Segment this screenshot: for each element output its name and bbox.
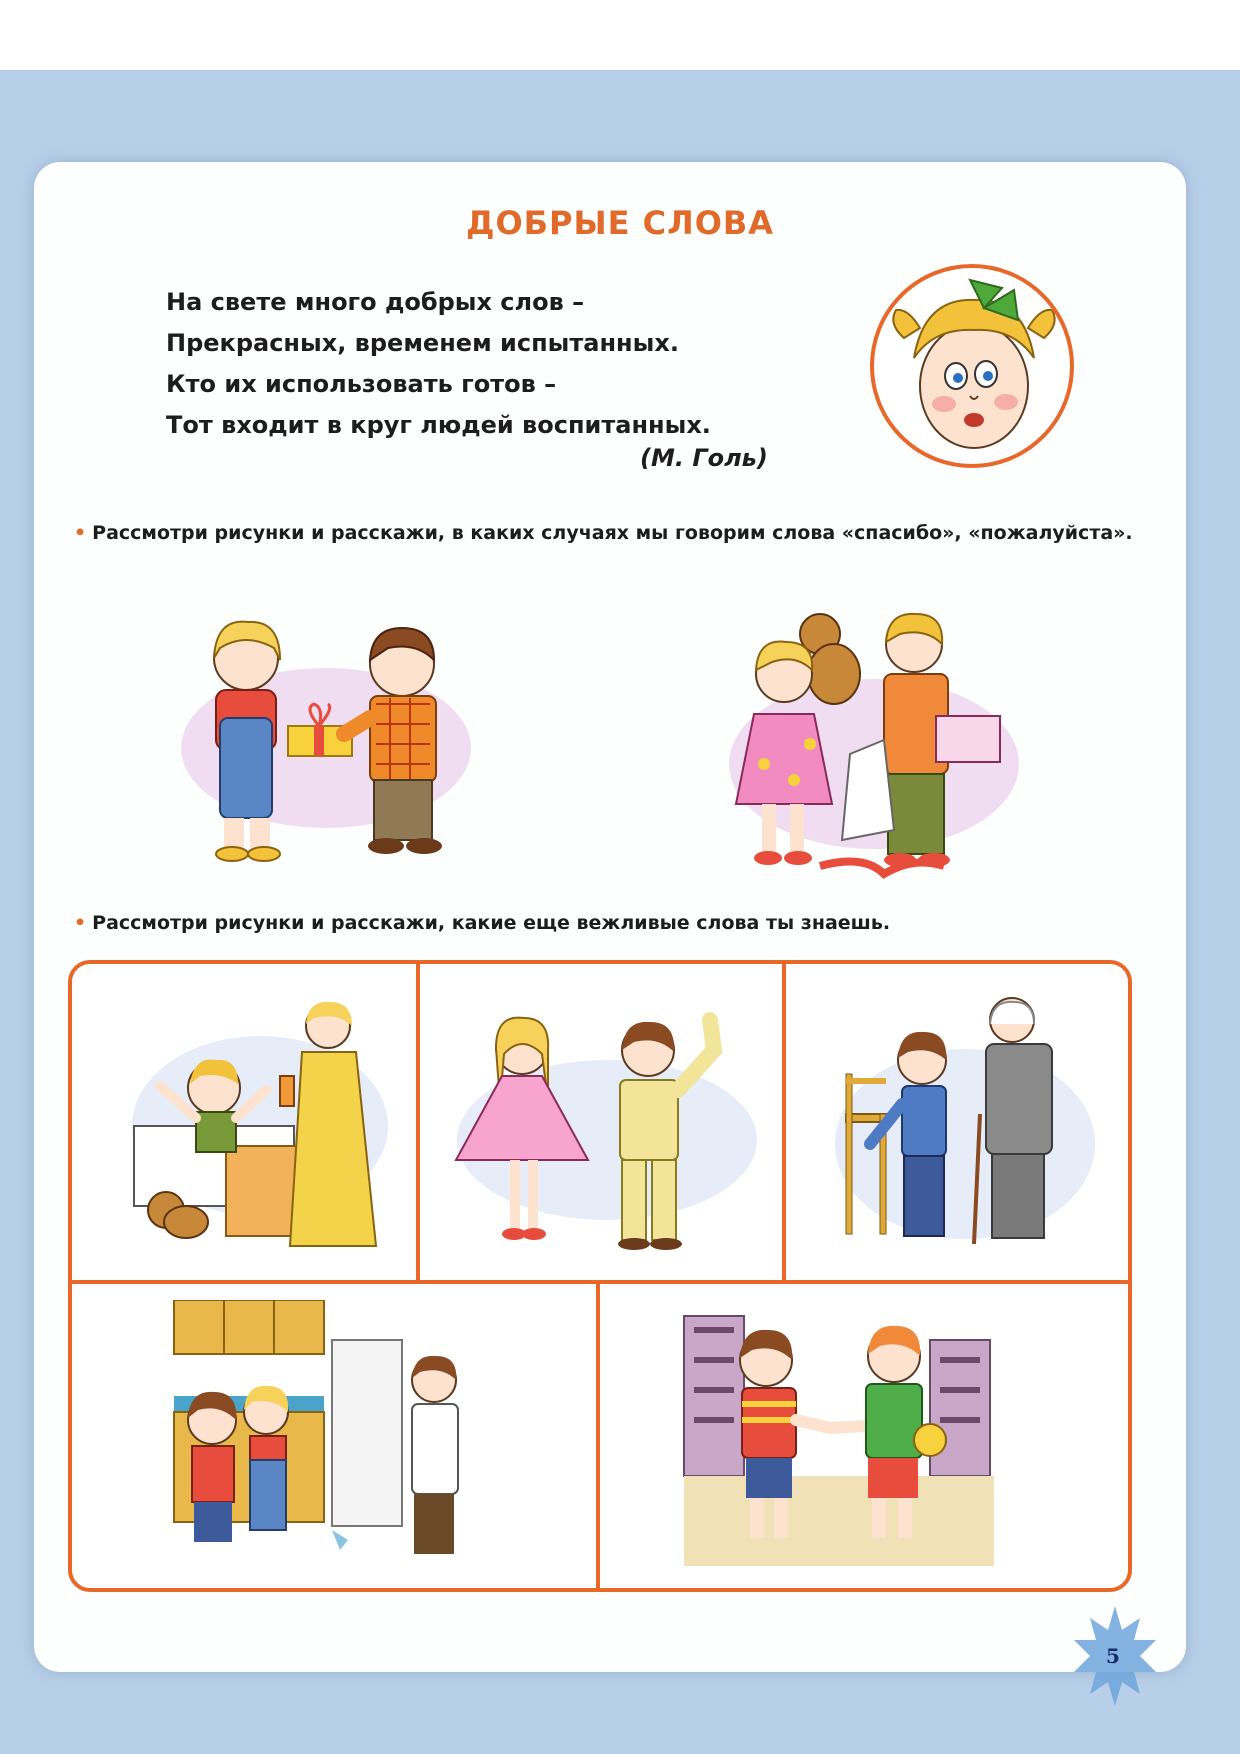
bullet-icon: • (74, 912, 87, 934)
task-text: Рассмотри рисунки и расскажи, в каких случаях мы говорим слова «спасибо», «пожалуйста». (92, 522, 1133, 544)
help-with-toy-illustration (724, 604, 1024, 894)
poem-line: На свете много добрых слов – (166, 288, 585, 316)
page-title: ДОБРЫЕ СЛОВА (465, 204, 775, 242)
grid-divider-vertical (782, 960, 786, 1282)
gift-giving-illustration (176, 608, 476, 878)
girl-portrait-image (870, 264, 1074, 468)
boys-handshake-illustration (680, 1300, 1000, 1570)
grid-divider-vertical (596, 1282, 600, 1592)
poem (166, 282, 711, 446)
bullet-icon: • (74, 522, 87, 544)
poem-line: Кто их использовать готов – (166, 370, 557, 398)
poem-line: Прекрасных, временем испытанных. (166, 329, 679, 357)
task-text: Рассмотри рисунки и расскажи, какие еще вежливые слова ты знаешь. (92, 912, 891, 934)
kitchen-apology-illustration (172, 1300, 482, 1570)
grid-divider-vertical (416, 960, 420, 1282)
good-morning-illustration (130, 996, 390, 1256)
poem-author: (М. Голь) (640, 444, 768, 472)
boy-offers-chair-illustration (830, 994, 1100, 1264)
task-instruction (74, 518, 1154, 548)
kids-curtsy-bow-illustration (452, 1010, 762, 1260)
task-instruction (74, 908, 1154, 938)
grid-divider-horizontal (68, 1280, 1132, 1284)
page-number: 5 (1106, 1644, 1120, 1668)
poem-line: Тот входит в круг людей воспитанных. (166, 411, 711, 439)
